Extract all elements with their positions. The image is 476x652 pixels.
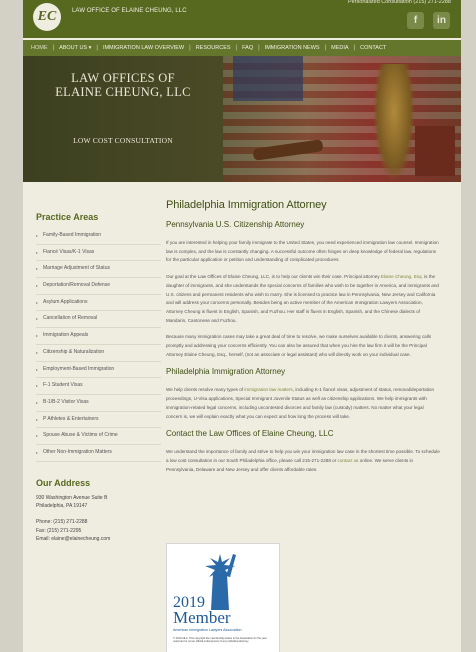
site-name[interactable]: LAW OFFICE OF ELAINE CHEUNG, LLC <box>72 8 187 14</box>
address-street: 930 Washington Avenue Suite B <box>36 494 108 501</box>
nav-divider: | <box>324 45 327 51</box>
nav-faq[interactable]: FAQ <box>242 45 254 51</box>
nav-divider: | <box>96 45 98 51</box>
practice-area-link[interactable]: ▸ Employment-Based Immigration <box>36 362 161 379</box>
linkedin-icon[interactable]: in <box>433 12 450 29</box>
nav-divider: | <box>353 45 356 51</box>
address-phone[interactable]: Phone: (215) 271-2288 <box>36 519 88 526</box>
lady-justice-image <box>373 64 415 182</box>
badge-year: 2019 <box>173 594 205 611</box>
practice-area-link[interactable]: ▸ Fiancé Visas/K-1 Visas <box>36 245 161 262</box>
practice-area-link[interactable]: ▸ F-1 Student Visas <box>36 378 161 395</box>
aila-member-badge[interactable] <box>166 543 280 652</box>
hero-title-line2: ELAINE CHEUNG, LLC <box>55 85 191 99</box>
page <box>23 0 461 652</box>
contact-paragraph <box>166 448 440 474</box>
nav-home[interactable]: HOME <box>31 45 48 51</box>
flag-canton <box>233 56 303 101</box>
practice-area-link[interactable]: ▸ Asylum Applications <box>36 295 161 312</box>
practice-area-link[interactable]: ▸ Family-Based Immigration <box>36 228 161 245</box>
contact-text-end: online. We serve clients in Pennsylvania, Delaware and New Jersey and offer clients affordable rates. <box>166 457 414 472</box>
practice-area-link[interactable]: ▸ Cancellation of Removal <box>36 311 161 328</box>
nav-contact[interactable]: CONTACT <box>360 45 387 51</box>
badge-member: Member <box>173 608 231 627</box>
practice-area-link[interactable]: ▸ Immigration Appeals <box>36 328 161 345</box>
nav-immigration-news[interactable]: IMMIGRATION NEWS <box>264 45 320 51</box>
services-text-end: , including K-1 fiancé visas, adjustment of status, removal/deportation proceedings, U-Visa applications, Special Immigrant Juvenile Status as well as citizenship applications. We help immigrants with immigration-related legal concerns, including uncontested divorces and family law (custody) matters. No matter what your legal concern is, we will explain exactly what you can expect and how long the process will take. <box>166 387 435 419</box>
contact-us-link[interactable]: contact us <box>337 457 359 463</box>
goal-text-start: Our goal at the Law Offices of Elaine Cheung, LLC, is to help our clients win their case. Principal attorney <box>166 274 381 280</box>
intro-paragraph: If you are interested in helping your family immigrate to the United States, you need experienced immigration law counsel. Immigration law is complex, and the law is constantly changing. A successful outcome often hinges on deep knowledge of federal law, regulations for the particular application or petition and understanding of complicated procedures. <box>166 240 439 263</box>
attorney-link[interactable]: Elaine Cheung, Esq. <box>380 274 423 280</box>
main-nav <box>23 40 461 56</box>
practice-areas-list <box>36 228 161 462</box>
practice-area-link[interactable]: ▸ P Athletes & Entertainers <box>36 412 161 429</box>
goal-text-end: is the daughter of immigrants, and she understands the special concerns of families who wish to be together in America, and immigrants and U.S. citizens and permanent residents who wish to marry. She is licensed to practice law in Pennsylvania, New Jersey and California and will address your concerns personally. Besides being an active member of the American Immigration Lawyers Association, Attorney Cheung is fluent in English, Spanish, and Fuzhou. Her staff is fluent in English, Spanish, and the Chinese dialects of Mandarin, Cantonese and Fuzhou. <box>166 274 439 323</box>
address-email[interactable]: Email: elaine@elainecheung.com <box>36 536 111 543</box>
nav-divider: | <box>52 45 55 51</box>
hero-subtitle: LOW COST CONSULTATION <box>73 136 173 145</box>
nav-divider: | <box>189 45 191 51</box>
nav-about-us[interactable]: ABOUT US ▾ <box>59 45 92 51</box>
nav-resources[interactable]: RESOURCES <box>195 45 231 51</box>
hero-banner <box>23 56 461 182</box>
section-heading-immigration: Philadelphia Immigration Attorney <box>166 367 286 377</box>
practice-area-link[interactable]: ▸ Citizenship & Naturalization <box>36 345 161 362</box>
section-heading-citizenship: Pennsylvania U.S. Citizenship Attorney <box>166 220 305 229</box>
services-text-start: We help clients resolve many types of <box>166 387 245 393</box>
consultation-phone: Personalized Consultation (215) 271-2288 <box>347 0 451 5</box>
books-image <box>415 126 455 176</box>
availability-paragraph: Because many immigration cases may take a great deal of time to resolve, we make ourselves available to clients, answering calls promptly and addressing your concerns efficiently. You can also be assured that when you hire the law firm it will be the Principal Attorney Elaine Cheung, Esq., herself, (not an associate or legal assistant) who will directly work on your individual case. <box>166 334 432 357</box>
page-title: Philadelphia Immigration Attorney <box>166 199 327 211</box>
practice-area-link[interactable]: ▸ Spouse Abuse & Victims of Crime <box>36 428 161 445</box>
nav-immigration-law-overview[interactable]: IMMIGRATION LAW OVERVIEW <box>102 45 185 51</box>
main-content <box>166 199 440 482</box>
nav-divider: | <box>235 45 238 51</box>
practice-areas-heading: Practice Areas <box>36 212 99 222</box>
nav-divider: | <box>258 45 260 51</box>
goal-paragraph <box>166 273 440 325</box>
contact-text-start: We understand the importance of family and strive to help you win your immigration law case in the shortest time possible. To schedule a low cost consultation in our South Philadelphia office, please call 215-271-2288 or <box>166 449 440 463</box>
practice-area-link[interactable]: ▸ B-1/B-2 Visitor Visas <box>36 395 161 412</box>
practice-area-link[interactable]: ▸ Marriage Adjustment of Status <box>36 261 161 278</box>
practice-area-link[interactable]: ▸ Other Non-Immigration Matters <box>36 445 161 462</box>
address-block <box>36 478 161 544</box>
site-header <box>23 0 461 38</box>
address-fax: Fax: (215) 271-2295 <box>36 527 82 534</box>
practice-area-link[interactable]: ▸ Deportation/Removal Defense <box>36 278 161 295</box>
address-heading: Our Address <box>36 477 91 488</box>
address-city: Philadelphia, PA 19147 <box>36 503 88 510</box>
address-spacer <box>36 510 161 518</box>
section-heading-contact: Contact the Law Offices of Elaine Cheung, LLC <box>166 429 334 439</box>
facebook-icon[interactable]: f <box>407 12 424 29</box>
nav-media[interactable]: MEDIA <box>331 45 349 51</box>
sidebar <box>36 212 161 544</box>
immigration-law-matters-link[interactable]: immigration law matters <box>244 387 293 393</box>
services-paragraph <box>166 386 440 421</box>
hero-title <box>23 71 223 99</box>
hero-title-line1: LAW OFFICES OF <box>71 71 175 85</box>
badge-organization: American Immigration Lawyers Association <box>173 628 242 632</box>
badge-fine-print: © 2019 AILA. This copyright fee membership status is the Association for the year noted and is not an official endorsement of any individual attorney. <box>173 637 267 644</box>
firm-logo[interactable]: EC <box>33 3 61 31</box>
